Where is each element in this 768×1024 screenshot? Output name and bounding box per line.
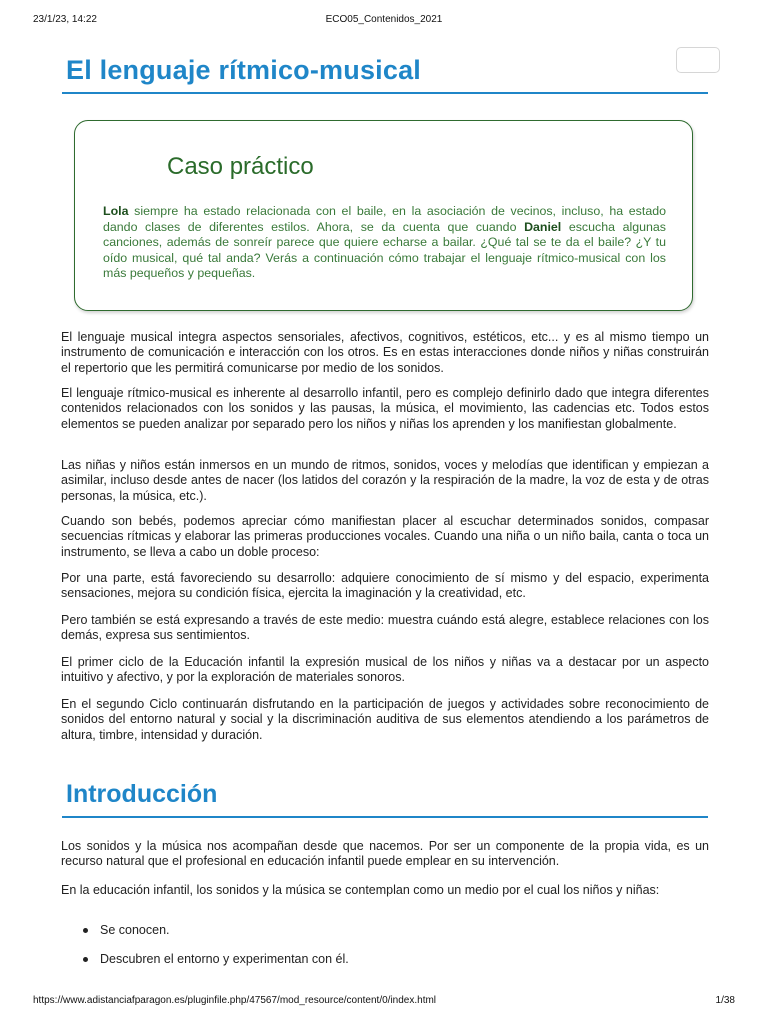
corner-button[interactable]	[676, 47, 720, 73]
case-text-part1: siempre ha estado relacionada con el baile, en la asociación de vecinos, incluso, ha estado dando clases de diferentes estilos. Ahora, se da cuenta que cuando	[103, 204, 666, 234]
list-item	[80, 923, 349, 938]
print-header	[33, 14, 735, 28]
print-date: 23/1/23, 14:22	[33, 14, 97, 25]
section-title-introduccion: Introducción	[66, 780, 218, 808]
case-study-text	[103, 204, 666, 282]
case-study-box	[74, 120, 693, 311]
paragraph: Los sonidos y la música nos acompañan desde que nacemos. Por ser un componente de la propia vida, es un recurso natural que el profesional en educación infantil puede emplear en su intervención.	[61, 839, 709, 869]
section-title-lenguaje: El lenguaje rítmico-musical	[66, 55, 422, 85]
paragraph: Por una parte, está favoreciendo su desarrollo: adquiere conocimiento de sí mismo y del espacio, experimenta sensaciones, mejora su condición física, ejercita la imaginación y la creatividad, etc.	[61, 571, 709, 601]
case-study-title: Caso práctico	[167, 153, 314, 180]
paragraph: En la educación infantil, los sonidos y la música se contemplan como un medio por el cual los niños y niñas:	[61, 883, 660, 897]
print-url: https://www.adistanciafparagon.es/pluginfile.php/47567/mod_resource/content/0/index.html	[33, 995, 437, 1006]
bullet-list	[80, 923, 349, 967]
print-doc-title: ECO05_Contenidos_2021	[325, 14, 443, 25]
paragraph: El lenguaje rítmico-musical es inherente al desarrollo infantil, pero es complejo definirlo dado que integra diferentes contenidos relacionados con los sonidos y las pausas, la música, el movimiento, las cadencias etc. Todos estos elementos se pueden analizar por separado pero los niños y niñas los aprenden y los manifiestan globalmente.	[61, 386, 709, 431]
paragraph: Cuando son bebés, podemos apreciar cómo manifiestan placer al escuchar determinados sonidos, compasar secuencias rítmicas y elaborar las primeras producciones vocales. Cuando una niña o un niño baila, canta o toca un instrumento, se lleva a cabo un doble proceso:	[61, 514, 709, 559]
paragraph: Las niñas y niños están inmersos en un mundo de ritmos, sonidos, voces y melodías que identifican y empiezan a asimilar, incluso desde antes de nacer (los latidos del corazón y la respiración de la madre, la voz de esta y de otras personas, la música, etc.).	[61, 458, 709, 503]
paragraph: El primer ciclo de la Educación infantil la expresión musical de los niños y niñas va a destacar por un aspecto intuitivo y afectivo, y por la exploración de materiales sonoros.	[61, 655, 709, 685]
case-text-part2: escucha algunas canciones, además de sonreír parece que quiere echarse a bailar. ¿Qué tal se te da el baile? ¿Y tu oído musical, qué tal anda? Verás a continuación cómo trabajar el lenguaje rítmico-musical con los más pequeños y pequeñas.	[103, 219, 666, 280]
title-underline	[62, 816, 708, 818]
title-underline	[62, 92, 708, 94]
bullet-icon	[83, 928, 88, 933]
bullet-icon	[83, 957, 88, 962]
print-footer	[33, 995, 735, 1009]
paragraph: El lenguaje musical integra aspectos sensoriales, afectivos, cognitivos, estéticos, etc... y es al mismo tiempo un instrumento de comunicación e interacción con los otros. Es en estas interacciones donde niños y niñas construirán el repertorio que les permitirá comunicarse por medio de los sonidos.	[61, 330, 709, 375]
case-name-daniel: Daniel	[524, 219, 562, 234]
paragraph: Pero también se está expresando a través de este medio: muestra cuándo está alegre, establece relaciones con los demás, expresa sus sentimientos.	[61, 613, 709, 643]
list-item	[80, 952, 349, 967]
list-item-text: Descubren el entorno y experimentan con él.	[100, 952, 349, 966]
case-name-lola: Lola	[103, 204, 129, 218]
page-counter: 1/38	[715, 995, 735, 1006]
list-item-text: Se conocen.	[100, 923, 170, 937]
paragraph: En el segundo Ciclo continuarán disfrutando en la participación de juegos y actividades sobre reconocimiento de sonidos del entorno natural y social y la discriminación auditiva de sus elementos atendiendo a los parámetros de altura, timbre, intensidad y duración.	[61, 697, 709, 742]
